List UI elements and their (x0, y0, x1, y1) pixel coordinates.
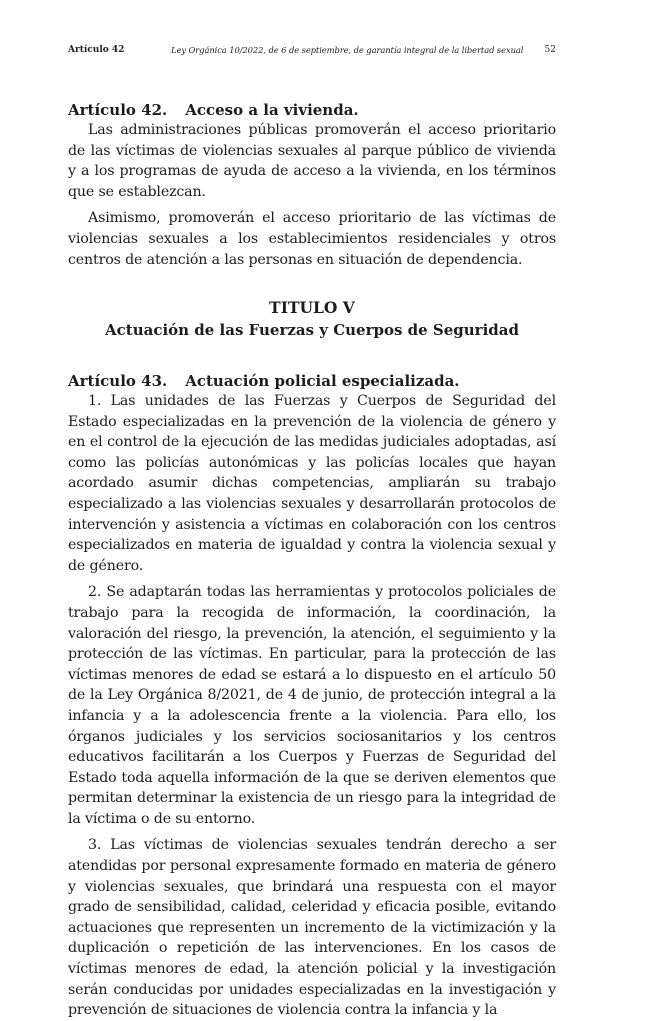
article-42-number: Artículo 42. (68, 101, 168, 119)
article-43-title: Actuación policial especializada. (185, 372, 460, 390)
article-42 (68, 100, 556, 270)
running-header (68, 43, 556, 57)
article-43-paragraph-3: 3. Las víctimas de violencias sexuales tendrán derecho a ser atendidas por personal expresamente formado en materia de género y violencias sexuales, que brindará una respuesta con el mayor grado de sensibilidad, calidad, celeridad y eficacia posible, evitando actuaciones que representen un incremento de la victimización y la duplicación o repetición de las intervenciones. En los casos de víctimas menores de edad, la atención policial y la investigación serán conducidas por unidades especializadas en la investigación y prevención de situaciones de violencia contra la infancia y la (68, 837, 556, 1019)
article-42-title: Acceso a la vivienda. (185, 101, 359, 119)
article-43 (68, 371, 556, 1021)
header-section: Artículo 42 (68, 45, 125, 55)
header-law-title: Ley Orgánica 10/2022, de 6 de septiembre, de garantía integral de la libertad sexual (171, 45, 524, 55)
article-42-heading (68, 100, 556, 120)
article-42-paragraph-2: Asimismo, promoverán el acceso prioritario de las víctimas de violencias sexuales a los establecimientos residenciales y otros centros de atención a las personas en situación de dependencia. (68, 210, 556, 268)
article-43-paragraph-1: 1. Las unidades de las Fuerzas y Cuerpos de Seguridad del Estado especializadas en la prevención de la violencia de género y en el control de la ejecución de las medidas judiciales adoptadas, así como las policías autonómicas y las policías locales que hayan acordado asumir dichas competencias, ampliarán su trabajo especializado a las violencias sexuales y desarrollarán protocolos de intervención y asistencia a víctimas en colaboración con los centros especializados en materia de igualdad y contra la violencia sexual y de género. (68, 393, 556, 574)
article-42-paragraph-1: Las administraciones públicas promoverán el acceso prioritario de las víctimas de violencias sexuales al parque público de vivienda y a los programas de ayuda de acceso a la vivienda, en los términos que se establezcan. (68, 122, 556, 200)
article-43-heading (68, 371, 556, 391)
title-v-label: TITULO V (269, 298, 355, 317)
article-43-paragraph-2: 2. Se adaptarán todas las herramientas y protocolos policiales de trabajo para la recogida de información, la coordinación, la valoración del riesgo, la prevención, la atención, el seguimiento y la protección de las víctimas. En particular, para la protección de las víctimas menores de edad se estará a lo dispuesto en el artículo 50 de la Ley Orgánica 8/2021, de 4 de junio, de protección integral a la infancia y a la adolescencia frente a la violencia. Para ello, los órganos judiciales y los servicios sociosanitarios y los centros educativos facilitarán a los Cuerpos y Fuerzas de Seguridad del Estado toda aquella información de la que se deriven elementos que permitan determinar la existencia de un riesgo para la integridad de la víctima o de su entorno. (68, 584, 556, 827)
title-v-block (68, 297, 556, 341)
page-number: 52 (544, 45, 556, 55)
title-v-name: Actuación de las Fuerzas y Cuerpos de Seguridad (105, 321, 519, 339)
article-43-number: Artículo 43. (68, 372, 168, 390)
